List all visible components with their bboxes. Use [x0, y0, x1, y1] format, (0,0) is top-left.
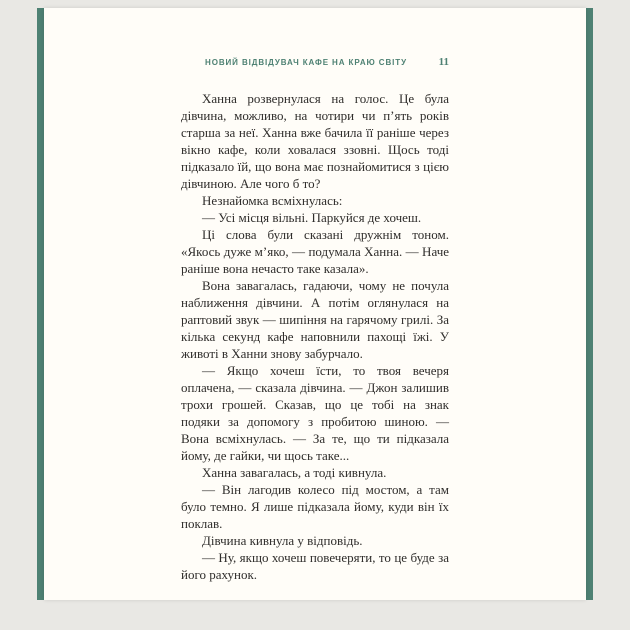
book-page [44, 8, 586, 600]
page-number: 11 [438, 56, 449, 68]
running-title: НОВИЙ ВІДВІДУВАЧ КАФЕ НА КРАЮ СВІТУ [205, 58, 407, 67]
paragraph: Ці слова були сказані дружнім тоном. «Якось дуже м’яко, — подумала Ханна. — Наче раніше вона нечасто таке казала». [181, 227, 449, 276]
book-spine-left [37, 8, 44, 600]
paragraph: — Ну, якщо хочеш повечеряти, то це буде за його рахунок. [181, 550, 449, 582]
book-spine-right [586, 8, 593, 600]
paragraph: Вона завагалась, гадаючи, чому не почула наближення дівчини. А потім оглянулася на раптовий звук — шипіння на гарячому грилі. За кілька секунд кафе наповнили пахощі їжі. У животі в Ханни знову забурчало. [181, 278, 449, 361]
page-header [181, 58, 449, 70]
paragraph: — Усі місця вільні. Паркуйся де хочеш. [202, 210, 422, 225]
page-content [181, 8, 449, 583]
paragraph: Ханна завагалась, а тоді кивнула. [202, 465, 387, 480]
paragraph: Дівчина кивнула у відповідь. [202, 533, 363, 548]
paragraph: — Якщо хочеш їсти, то твоя вечеря оплачена, — сказала дівчина. — Джон залишив трохи грошей. Сказав, що це тобі на знак подяки за допомогу з пробитою шиною. — Вона всміхнулась. — За те, що ти підказала йому, де гайки, чи щось таке... [181, 363, 449, 463]
page-body [181, 90, 449, 583]
paragraph: Ханна розвернулася на голос. Це була дівчина, можливо, на чотири чи п’ять років старша за неї. Ханна вже бачила її раніше через вікно кафе, коли ховалася ззовні. Щось тоді підказало їй, що вона має познайомитися з цією дівчиною. Але чого б то? [181, 91, 449, 191]
paragraph: — Він лагодив колесо під мостом, а там було темно. Я лише підказала йому, куди він їх поклав. [181, 482, 449, 531]
paragraph: Незнайомка всміхнулась: [202, 193, 343, 208]
